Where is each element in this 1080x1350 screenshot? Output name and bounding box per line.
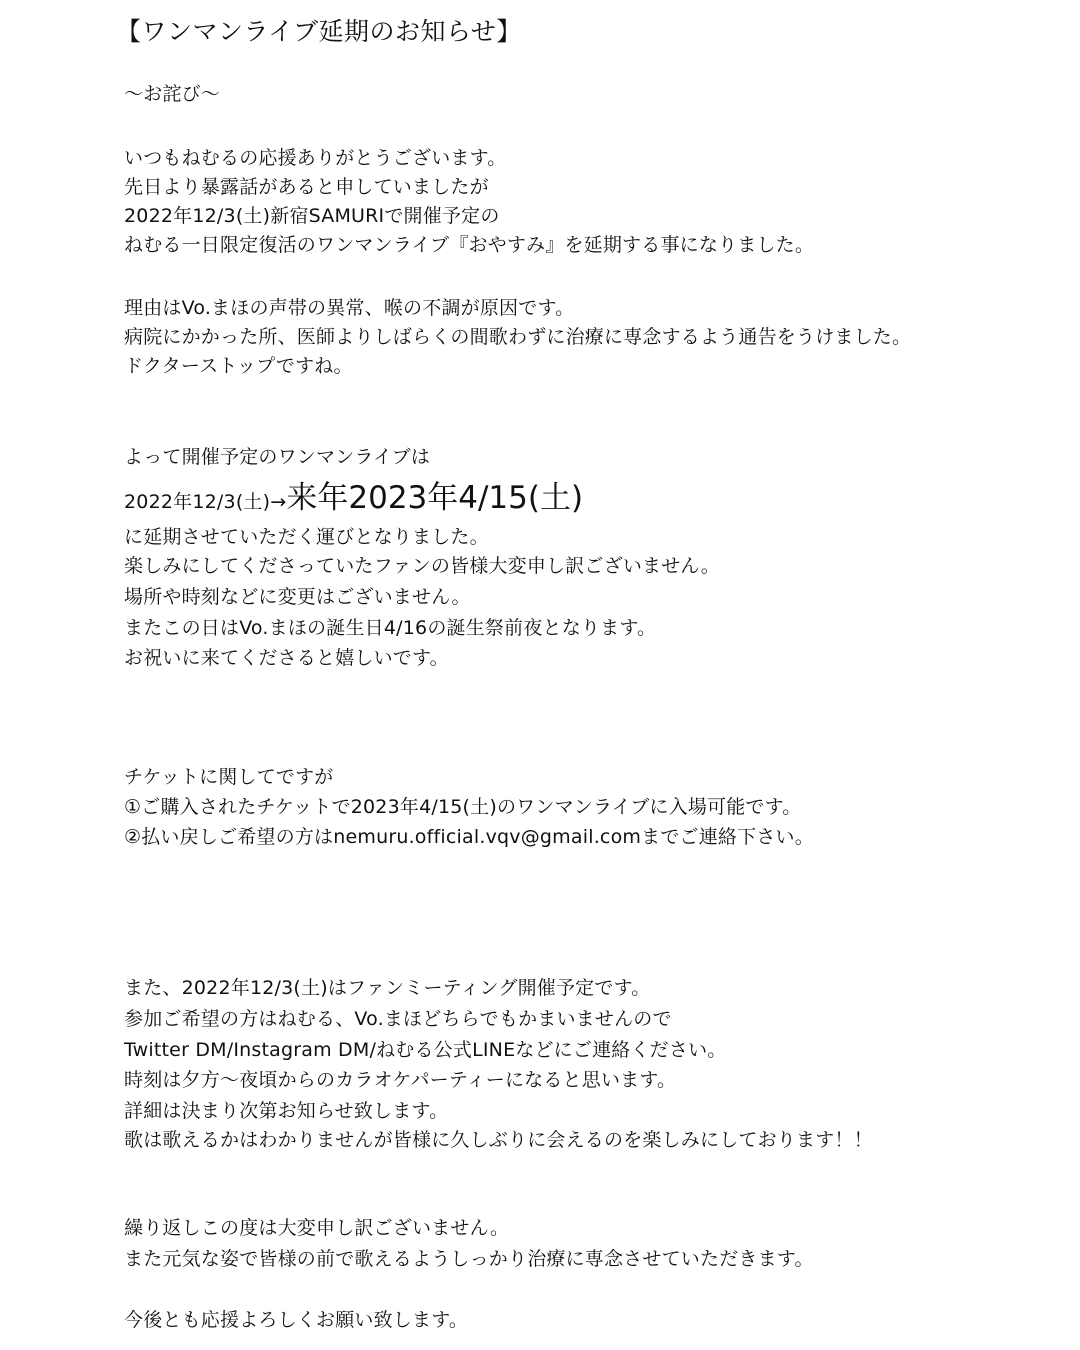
reason-line-2: 病院にかかった所、医師よりしばらくの間歌わずに治療に専念するよう通告をうけました。 xyxy=(124,326,912,348)
old-date: 2022年12/3(土)→ xyxy=(124,491,287,513)
new-date: 来年2023年4/15(土) xyxy=(286,480,584,516)
intro-line-4: ねむる一日限定復活のワンマンライブ『おやすみ』を延期する事になりました。 xyxy=(124,234,815,256)
ticket-line-2: ①ご購入されたチケットで2023年4/15(土)のワンマンライブに入場可能です。 xyxy=(124,796,802,818)
meeting-line-6: 歌は歌えるかはわかりませんが皆様に久しぶりに会えるのを楽しみにしております！！ xyxy=(124,1129,873,1151)
signoff-line: 今後とも応援よろしくお願い致します。 xyxy=(124,1309,469,1331)
meeting-line-1: また、2022年12/3(土)はファンミーティング開催予定です。 xyxy=(124,977,651,999)
reason-line-3: ドクターストップですね。 xyxy=(124,355,353,377)
closing-line-1: 繰り返しこの度は大変申し訳ございません。 xyxy=(124,1217,510,1239)
postpone-line-5: お祝いに来てくださると嬉しいです。 xyxy=(124,647,449,669)
postpone-line-2: 楽しみにしてくださっていたファンの皆様大変申し訳ございません。 xyxy=(124,555,720,577)
postpone-line-1: に延期させていただく運びとなりました。 xyxy=(124,526,489,548)
meeting-line-2: 参加ご希望の方はねむる、Vo.まほどちらでもかまいませんので xyxy=(124,1008,672,1030)
postpone-lead: よって開催予定のワンマンライブは xyxy=(124,446,431,468)
intro-line-2: 先日より暴露話があると申していましたが xyxy=(124,176,489,198)
meeting-line-5: 詳細は決まり次第お知らせ致します。 xyxy=(124,1100,449,1122)
meeting-line-4: 時刻は夕方〜夜頃からのカラオケパーティーになると思います。 xyxy=(124,1069,677,1091)
postpone-line-4: またこの日はVo.まほの誕生日4/16の誕生祭前夜となります。 xyxy=(124,617,657,639)
reason-line-1: 理由はVo.まほの声帯の異常、喉の不調が原因です。 xyxy=(124,297,575,319)
postpone-date-line xyxy=(124,478,583,522)
intro-line-1: いつもねむるの応援ありがとうございます。 xyxy=(124,147,507,169)
closing-line-2: また元気な姿で皆様の前で歌えるようしっかり治療に専念させていただきます。 xyxy=(124,1248,814,1270)
intro-line-3: 2022年12/3(土)新宿SAMURIで開催予定の xyxy=(124,205,500,227)
postpone-line-3: 場所や時刻などに変更はございません。 xyxy=(124,586,471,608)
ticket-line-3: ②払い戻しご希望の方はnemuru.official.vqv@gmail.comまでご連絡下さい。 xyxy=(124,826,814,848)
apology-heading: 〜お詫び〜 xyxy=(124,83,221,105)
ticket-line-1: チケットに関してですが xyxy=(124,766,334,788)
meeting-line-3: Twitter DM/Instagram DM/ねむる公式LINEなどにご連絡ください。 xyxy=(124,1039,727,1061)
announcement-title: 【ワンマンライブ延期のお知らせ】 xyxy=(116,17,522,46)
